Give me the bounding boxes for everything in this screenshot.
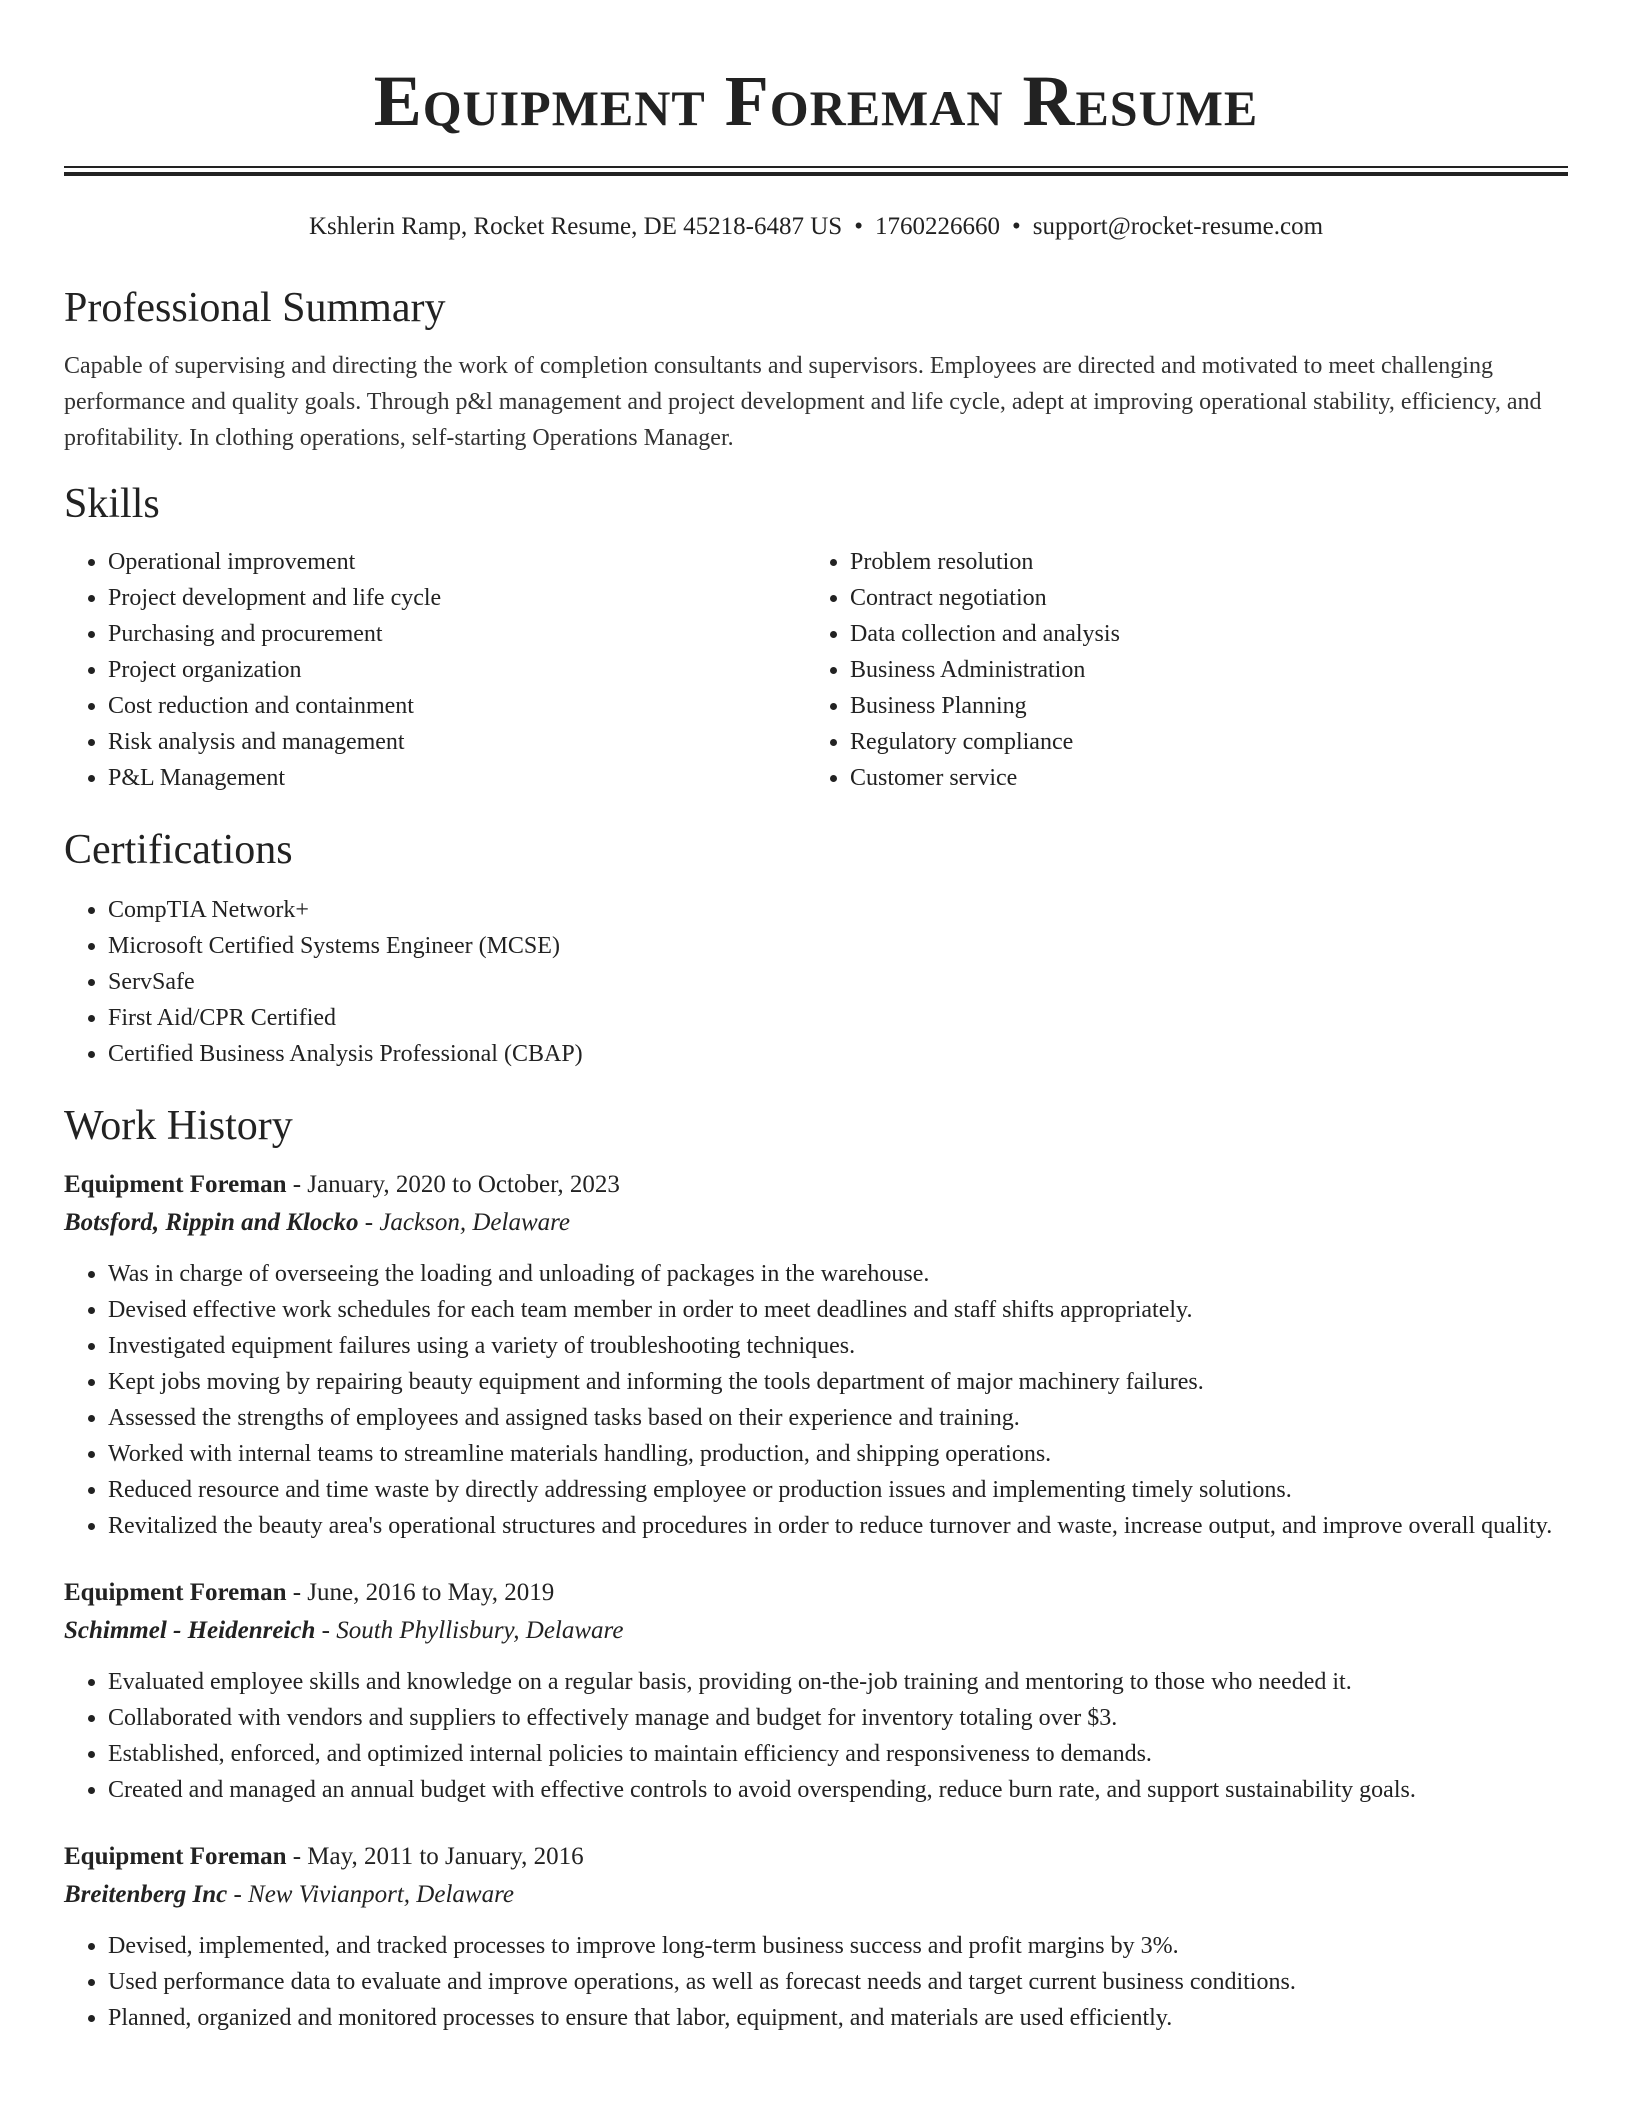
resume-title: Equipment Foreman Resume [373, 61, 1259, 141]
contact-separator: • [1011, 213, 1021, 240]
skill-item: • Contract negotiation [850, 580, 1548, 616]
job-company: Botsford, Rippin and Klocko [64, 1209, 359, 1236]
job-bullet: • Worked with internal teams to streamline materials handling, production, and shipping operations. [108, 1436, 1568, 1472]
job-title-line [64, 1166, 1568, 1204]
job-bullet: • Assessed the strengths of employees and assigned tasks based on their experience and training. [108, 1400, 1568, 1436]
job-location: - South Phyllisbury, Delaware [315, 1617, 624, 1644]
job-dates: - May, 2011 to January, 2016 [286, 1843, 584, 1870]
skill-item: • Purchasing and procurement [108, 616, 806, 652]
job-company-line [64, 1876, 1568, 1914]
skills-left-list [64, 544, 806, 796]
job-bullet: • Kept jobs moving by repairing beauty equipment and informing the tools department of major machinery failures. [108, 1364, 1568, 1400]
summary-text: Capable of supervising and directing the work of completion consultants and supervisors. Employees are directed and motivated to meet challenging performance and quality goals. Through p&l management and project development and life cycle, adept at improving operational stability, efficiency, and profitability. In clothing operations, self-starting Operations Manager. [64, 353, 1542, 451]
certification-item: • CompTIA Network+ [108, 892, 1568, 928]
contact-phone: 1760226660 [874, 213, 1000, 240]
job-bullet: • Established, enforced, and optimized internal policies to maintain efficiency and responsiveness to demands. [108, 1736, 1568, 1772]
job-company: Schimmel - Heidenreich [64, 1617, 316, 1644]
certification-item: • First Aid/CPR Certified [108, 1000, 1568, 1036]
certification-item: • Microsoft Certified Systems Engineer (MCSE) [108, 928, 1568, 964]
skill-item: • Project development and life cycle [108, 580, 806, 616]
contact-separator: • [854, 213, 863, 240]
job-bullet: • Was in charge of overseeing the loading and unloading of packages in the warehouse. [108, 1256, 1568, 1292]
job-entry [64, 1574, 1568, 1808]
job-entry [64, 1166, 1568, 1544]
job-dates: - January, 2020 to October, 2023 [286, 1171, 620, 1198]
skill-item: • Business Administration [850, 652, 1548, 688]
job-bullet: • Collaborated with vendors and suppliers to effectively manage and budget for inventory totaling over $3. [108, 1700, 1568, 1736]
job-bullet: • Revitalized the beauty area's operational structures and procedures in order to reduce turnover and waste, increase output, and improve overall quality. [108, 1508, 1568, 1544]
job-bullet: • Created and managed an annual budget with effective controls to avoid overspending, reduce burn rate, and support sustainability goals. [108, 1772, 1568, 1808]
job-bullet: • Devised, implemented, and tracked processes to improve long-term business success and profit margins by 3%. [108, 1928, 1568, 1964]
skill-item: • Cost reduction and containment [108, 688, 806, 724]
job-location: - Jackson, Delaware [358, 1209, 571, 1236]
skills-columns [64, 544, 1568, 796]
job-bullet: • Planned, organized and monitored processes to ensure that labor, equipment, and materials are used efficiently. [108, 2000, 1568, 2036]
skill-item: • Data collection and analysis [850, 616, 1548, 652]
job-bullet: • Investigated equipment failures using a variety of troubleshooting techniques. [108, 1328, 1568, 1364]
job-bullet: • Evaluated employee skills and knowledge on a regular basis, providing on-the-job training and mentoring to those who needed it. [108, 1664, 1568, 1700]
job-bullets [64, 1928, 1568, 2036]
skills-right-list [806, 544, 1548, 796]
skill-item: • P&L Management [108, 760, 806, 796]
job-title: Equipment Foreman [64, 1843, 287, 1870]
skill-item: • Regulatory compliance [850, 724, 1548, 760]
job-company-line [64, 1204, 1568, 1242]
skills-heading: Skills [64, 481, 160, 527]
title-double-rule [64, 166, 1568, 176]
certifications-heading: Certifications [64, 827, 293, 873]
job-location: - New Vivianport, Delaware [227, 1881, 514, 1908]
job-entry [64, 1838, 1568, 2036]
contact-address: Kshlerin Ramp, Rocket Resume, DE 45218-6487 US [308, 213, 843, 240]
work-history-heading: Work History [64, 1103, 293, 1149]
skill-item: • Project organization [108, 652, 806, 688]
contact-line [64, 210, 1568, 244]
job-bullet: • Reduced resource and time waste by directly addressing employee or production issues and implementing timely solutions. [108, 1472, 1568, 1508]
certification-item: • ServSafe [108, 964, 1568, 1000]
skill-item: • Business Planning [850, 688, 1548, 724]
job-title-line [64, 1574, 1568, 1612]
summary-heading: Professional Summary [64, 285, 446, 331]
job-title: Equipment Foreman [64, 1171, 287, 1198]
job-dates: - June, 2016 to May, 2019 [286, 1579, 555, 1606]
job-bullets [64, 1664, 1568, 1808]
job-company: Breitenberg Inc [64, 1881, 228, 1908]
skill-item: • Customer service [850, 760, 1548, 796]
resume-page [64, 0, 1568, 2036]
skill-item: • Problem resolution [850, 544, 1548, 580]
skill-item: • Risk analysis and management [108, 724, 806, 760]
job-bullets [64, 1256, 1568, 1544]
certification-item: • Certified Business Analysis Professional (CBAP) [108, 1036, 1568, 1072]
job-title-line [64, 1838, 1568, 1876]
job-company-line [64, 1612, 1568, 1650]
contact-email: support@rocket-resume.com [1032, 213, 1324, 240]
job-title: Equipment Foreman [64, 1579, 287, 1606]
job-bullet: • Devised effective work schedules for each team member in order to meet deadlines and staff shifts appropriately. [108, 1292, 1568, 1328]
skill-item: • Operational improvement [108, 544, 806, 580]
job-bullet: • Used performance data to evaluate and improve operations, as well as forecast needs and target current business conditions. [108, 1964, 1568, 2000]
certifications-list [64, 892, 1568, 1072]
